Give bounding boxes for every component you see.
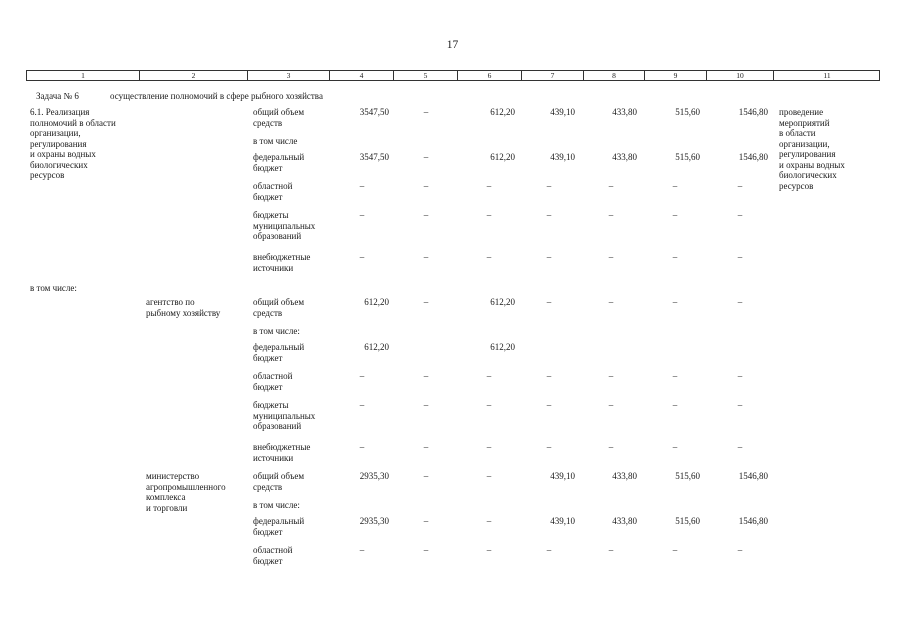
header-cell-1: 1: [27, 71, 140, 80]
table-cell-value: –: [546, 371, 552, 381]
table-cell-value: –: [737, 252, 743, 262]
table-cell-value: –: [423, 516, 429, 526]
table-cell-value: 1546,80: [738, 107, 768, 117]
page-number: 17: [446, 39, 459, 51]
table-cell-value: 612,20: [490, 152, 515, 162]
funding-source-label: в том числе:: [253, 500, 300, 510]
table-cell-value: –: [608, 297, 614, 307]
funding-source-label: областной бюджет: [253, 545, 293, 566]
table-cell-value: –: [423, 371, 429, 381]
table-cell-value: –: [486, 471, 492, 481]
table-cell-value: 612,20: [364, 297, 389, 307]
table-cell-value: –: [608, 210, 614, 220]
header-cell-4: 4: [330, 71, 394, 80]
table-cell-value: –: [608, 181, 614, 191]
table-cell-value: –: [423, 152, 429, 162]
expected-result: проведение мероприятий в области организации, регулирования и охраны водных биологических ресурсов: [779, 107, 845, 191]
table-cell-value: –: [359, 400, 365, 410]
table-cell-value: –: [737, 371, 743, 381]
task-text: осуществление полномочий в сфере рыбного хозяйства: [110, 91, 323, 101]
table-cell-value: –: [546, 297, 552, 307]
table-cell-value: –: [486, 516, 492, 526]
table-cell-value: 612,20: [490, 297, 515, 307]
table-cell-value: 3547,50: [359, 107, 389, 117]
executor-name: министерство агропромышленного комплекса и торговли: [146, 471, 226, 513]
header-cell-8: 8: [584, 71, 645, 80]
table-cell-value: –: [486, 371, 492, 381]
table-cell-value: –: [608, 252, 614, 262]
funding-source-label: внебюджетные источники: [253, 252, 311, 273]
funding-source-label: бюджеты муниципальных образований: [253, 210, 316, 241]
funding-source-label: федеральный бюджет: [253, 516, 305, 537]
funding-source-label: общий объем средств: [253, 471, 305, 492]
table-cell-value: –: [423, 471, 429, 481]
table-cell-value: –: [737, 400, 743, 410]
table-cell-value: –: [486, 252, 492, 262]
table-cell-value: –: [486, 210, 492, 220]
table-cell-value: –: [546, 400, 552, 410]
funding-source-label: областной бюджет: [253, 181, 293, 202]
task-label: Задача № 6: [36, 91, 79, 101]
table-cell-value: –: [737, 210, 743, 220]
funding-source-label: внебюджетные источники: [253, 442, 311, 463]
table-cell-value: –: [359, 181, 365, 191]
table-cell-value: 515,60: [675, 471, 700, 481]
header-cell-9: 9: [645, 71, 707, 80]
funding-source-label: федеральный бюджет: [253, 342, 305, 363]
table-cell-value: –: [423, 400, 429, 410]
table-cell-value: –: [486, 400, 492, 410]
table-cell-value: 612,20: [364, 342, 389, 352]
funding-source-label: в том числе: [253, 136, 298, 146]
table-cell-value: 612,20: [490, 107, 515, 117]
table-cell-value: –: [737, 442, 743, 452]
funding-source-label: общий объем средств: [253, 297, 305, 318]
table-cell-value: –: [546, 210, 552, 220]
table-cell-value: –: [423, 252, 429, 262]
table-cell-value: –: [423, 297, 429, 307]
table-cell-value: –: [486, 181, 492, 191]
header-cell-3: 3: [248, 71, 330, 80]
table-cell-value: 1546,80: [738, 152, 768, 162]
table-cell-value: –: [608, 545, 614, 555]
table-cell-value: 439,10: [550, 471, 575, 481]
table-cell-value: –: [423, 107, 429, 117]
table-cell-value: 433,80: [612, 107, 637, 117]
table-cell-value: –: [737, 181, 743, 191]
table-cell-value: –: [359, 210, 365, 220]
table-cell-value: 612,20: [490, 342, 515, 352]
table-cell-value: –: [608, 371, 614, 381]
table-cell-value: –: [608, 442, 614, 452]
header-cell-7: 7: [522, 71, 584, 80]
table-cell-value: 439,10: [550, 516, 575, 526]
table-cell-value: –: [359, 252, 365, 262]
funding-source-label: бюджеты муниципальных образований: [253, 400, 316, 431]
table-cell-value: –: [423, 210, 429, 220]
table-cell-value: –: [486, 545, 492, 555]
table-cell-value: 1546,80: [738, 516, 768, 526]
funding-source-label: общий объем средств: [253, 107, 305, 128]
table-cell-value: 1546,80: [738, 471, 768, 481]
table-cell-value: –: [608, 400, 614, 410]
header-cell-11: 11: [823, 71, 831, 80]
table-cell-value: –: [359, 371, 365, 381]
header-cell-10: 10: [707, 71, 774, 80]
table-cell-value: –: [672, 181, 678, 191]
header-cell-2: 2: [140, 71, 248, 80]
table-cell-value: –: [359, 442, 365, 452]
table-cell-value: –: [359, 545, 365, 555]
funding-source-label: в том числе:: [253, 326, 300, 336]
header-cell-6: 6: [458, 71, 522, 80]
table-cell-value: 2935,30: [359, 471, 389, 481]
table-cell-value: –: [486, 442, 492, 452]
header-cell-5: 5: [394, 71, 458, 80]
table-cell-value: –: [423, 181, 429, 191]
table-cell-value: –: [672, 252, 678, 262]
table-cell-value: –: [672, 297, 678, 307]
table-cell-value: –: [546, 252, 552, 262]
table-cell-value: –: [672, 400, 678, 410]
table-cell-value: –: [423, 442, 429, 452]
table-cell-value: 515,60: [675, 516, 700, 526]
executor-name: агентство по рыбному хозяйству: [146, 297, 221, 318]
table-cell-value: 433,80: [612, 471, 637, 481]
table-cell-value: –: [737, 545, 743, 555]
funding-source-label: федеральный бюджет: [253, 152, 305, 173]
table-cell-value: –: [672, 545, 678, 555]
table-cell-value: 2935,30: [359, 516, 389, 526]
table-cell-value: 433,80: [612, 516, 637, 526]
table-cell-value: –: [672, 210, 678, 220]
table-cell-value: 433,80: [612, 152, 637, 162]
table-cell-value: –: [737, 297, 743, 307]
funding-source-label: областной бюджет: [253, 371, 293, 392]
column-number-header: [26, 70, 880, 81]
in-total-label: в том числе:: [30, 283, 77, 293]
table-cell-value: 515,60: [675, 152, 700, 162]
table-cell-value: –: [546, 181, 552, 191]
table-cell-value: –: [546, 545, 552, 555]
table-cell-value: –: [672, 442, 678, 452]
table-cell-value: –: [546, 442, 552, 452]
measure-title: 6.1. Реализация полномочий в области организации, регулирования и охраны водных биологических ресурсов: [30, 107, 116, 180]
table-cell-value: 439,10: [550, 152, 575, 162]
table-cell-value: –: [423, 545, 429, 555]
table-cell-value: 515,60: [675, 107, 700, 117]
table-cell-value: –: [672, 371, 678, 381]
table-cell-value: 3547,50: [359, 152, 389, 162]
table-cell-value: 439,10: [550, 107, 575, 117]
